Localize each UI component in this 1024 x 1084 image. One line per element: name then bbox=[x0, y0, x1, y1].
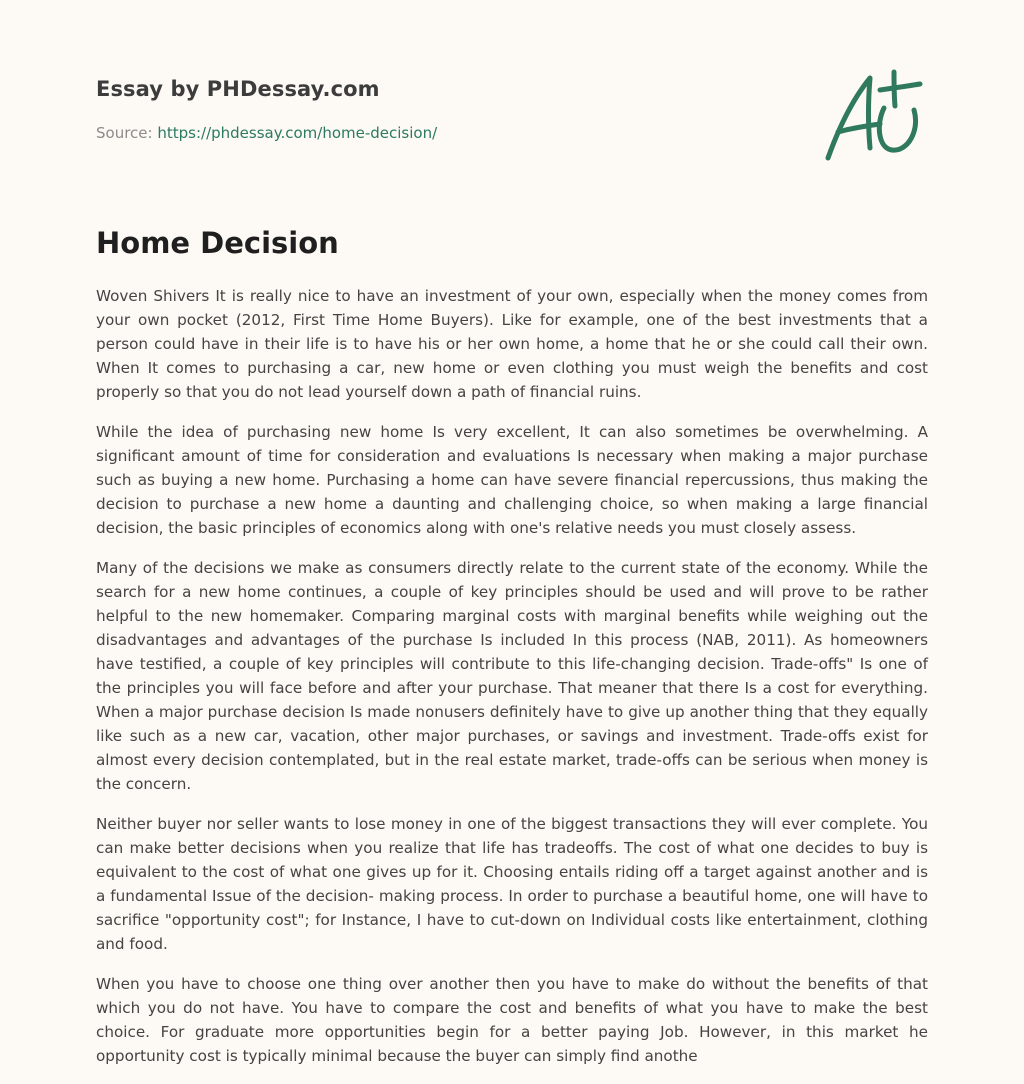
essay-paragraph: When you have to choose one thing over another then you have to make do without the benefits of that which you do not have. You have to compare the cost and benefits of what you have to make the best choice. For graduate more opportunities begin for a better paying Job. However, in this market he opportunity cost is typically minimal because the buyer can simply find anothe bbox=[96, 975, 928, 1065]
brand-title: Essay by PHDessay.com bbox=[96, 77, 380, 101]
essay-paragraph: Neither buyer nor seller wants to lose money in one of the biggest transactions they will ever complete. You can make better decisions when you realize that life has tradeoffs. The cost of what one decides to buy is equivalent to the cost of what one gives up for it. Choosing entails riding off a target against another and is a fundamental Issue of the decision- making process. In order to purchase a beautiful home, one will have to sacrifice "opportunity cost"; for Instance, I have to cut-down on Individual costs like entertainment, clothing and food. bbox=[96, 815, 928, 953]
essay-paragraph: Woven Shivers It is really nice to have an investment of your own, especially when the money comes from your own pocket (2012, First Time Home Buyers). Like for example, one of the best investments that a person could have in their life is to have his or her own home, a home that he or she could call their own. When It comes to purchasing a car, new home or even clothing you must weigh the benefits and cost properly so that you do not lead yourself down a path of financial ruins. bbox=[96, 287, 928, 401]
essay-paragraph: Many of the decisions we make as consumers directly relate to the current state of the economy. While the search for a new home continues, a couple of key principles should be used and will prove to be rather helpful to the new homemaker. Comparing marginal costs with marginal benefits while weighing out the disadvantages and advantages of the purchase Is included In this process (NAB, 2011). As homeowners have testified, a couple of key principles will contribute to this life-changing decision. Trade-offs" Is one of the principles you will face before and after your purchase. That meaner that there Is a cost for everything. When a major purchase decision Is made nonusers definitely have to give up another thing that they equally like such as a new car, vacation, other major purchases, or savings and investment. Trade-offs exist for almost every decision contemplated, but in the real estate market, trade-offs can be serious when money is the concern. bbox=[96, 559, 928, 793]
essay-title: Home Decision bbox=[96, 226, 339, 260]
essay-body bbox=[96, 284, 928, 1084]
source-link[interactable]: https://phdessay.com/home-decision/ bbox=[157, 124, 438, 142]
source-line bbox=[96, 124, 437, 142]
essay-paragraph: While the idea of purchasing new home Is very excellent, It can also sometimes be overwhelming. A significant amount of time for consideration and evaluations Is necessary when making a major purchase such as buying a new home. Purchasing a home can have severe financial repercussions, thus making the decision to purchase a new home a daunting and challenging choice, so when making a large financial decision, the basic principles of economics along with one's relative needs you must closely assess. bbox=[96, 423, 928, 537]
a-plus-grade-icon bbox=[824, 68, 924, 164]
source-label: Source: bbox=[96, 124, 153, 142]
